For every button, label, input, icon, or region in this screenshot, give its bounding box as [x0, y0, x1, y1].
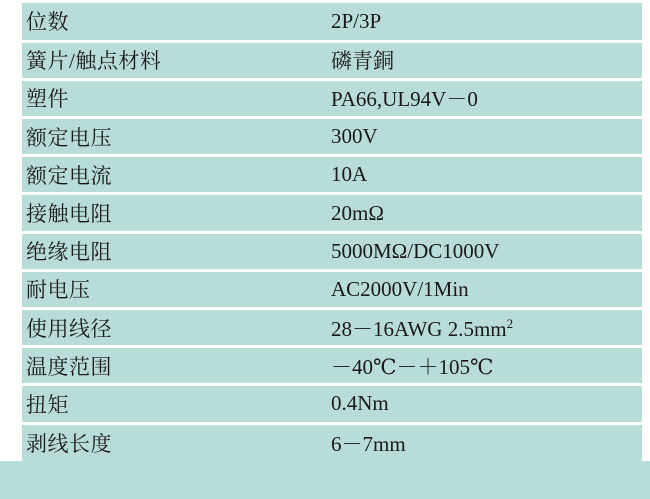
spec-value: 磷青銅	[326, 41, 642, 79]
row-right-rail	[642, 423, 650, 461]
spec-label: 剥线长度	[22, 423, 326, 461]
spec-value-text: 28－16AWG 2.5mm	[331, 316, 507, 341]
table-row	[0, 309, 650, 347]
row-left-rail	[0, 270, 22, 308]
spec-label: 耐电压	[22, 270, 326, 308]
spec-value: 20mΩ	[326, 194, 642, 232]
row-left-rail	[0, 232, 22, 270]
spec-label: 簧片/触点材料	[22, 41, 326, 79]
spec-label: 使用线径	[22, 309, 326, 347]
spec-value: 2P/3P	[331, 8, 382, 33]
row-right-rail	[642, 156, 650, 194]
row-right-rail	[642, 118, 650, 156]
spec-value-superscript: 2	[506, 315, 514, 331]
row-left-rail	[0, 79, 22, 117]
row-right-rail	[642, 309, 650, 347]
spec-value: AC2000V/1Min	[326, 270, 642, 308]
spec-value: 300V	[326, 118, 642, 156]
spec-value: 6－7mm	[326, 423, 642, 461]
spec-label: 扭矩	[22, 385, 326, 423]
row-left-rail	[0, 194, 22, 232]
row-right-rail	[642, 232, 650, 270]
spec-value: 5000MΩ/DC1000V	[326, 232, 642, 270]
specification-table	[0, 3, 650, 461]
spec-label: 塑件	[22, 79, 326, 117]
row-right-rail	[642, 270, 650, 308]
row-right-rail	[642, 385, 650, 423]
row-left-rail	[0, 3, 22, 41]
spec-label: 绝缘电阻	[22, 232, 326, 270]
row-right-rail	[642, 3, 650, 41]
table-row	[0, 156, 650, 194]
table-row	[0, 79, 650, 117]
spec-label: 额定电压	[22, 118, 326, 156]
spec-value	[326, 309, 642, 347]
spec-value: 10A	[326, 156, 642, 194]
spec-label: 接触电阻	[22, 194, 326, 232]
table-row	[0, 118, 650, 156]
spec-value: －40℃－＋105℃	[326, 347, 642, 385]
row-left-rail	[0, 41, 22, 79]
table-row	[0, 270, 650, 308]
spec-label: 温度范围	[22, 347, 326, 385]
row-right-rail	[642, 194, 650, 232]
table-row	[0, 194, 650, 232]
spec-value: 0.4Nm	[326, 385, 642, 423]
row-right-rail	[642, 41, 650, 79]
row-right-rail	[642, 347, 650, 385]
row-left-rail	[0, 118, 22, 156]
row-left-rail	[0, 385, 22, 423]
table-row	[0, 423, 650, 461]
spec-value: PA66,UL94V－0	[326, 79, 642, 117]
table-row	[0, 232, 650, 270]
row-left-rail	[0, 423, 22, 461]
table-row	[0, 3, 650, 41]
row-left-rail	[0, 156, 22, 194]
table-row	[0, 347, 650, 385]
table-row	[0, 385, 650, 423]
table-body	[0, 3, 650, 461]
row-left-rail	[0, 347, 22, 385]
spec-label: 位数	[26, 10, 69, 35]
row-left-rail	[0, 309, 22, 347]
row-right-rail	[642, 79, 650, 117]
spec-label: 额定电流	[22, 156, 326, 194]
table-row	[0, 41, 650, 79]
